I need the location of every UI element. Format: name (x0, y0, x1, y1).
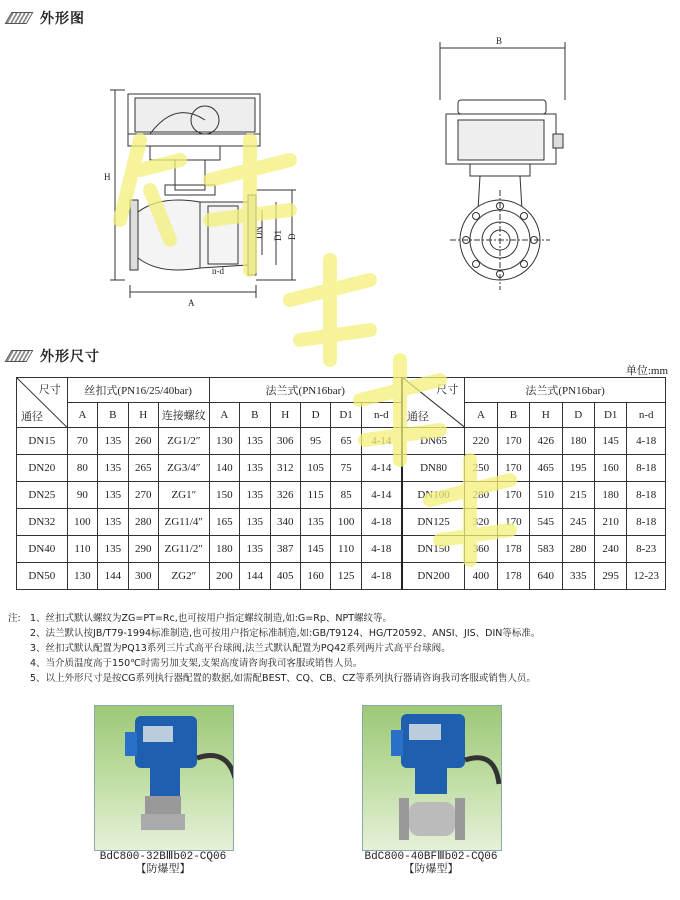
table-cell: 400 (465, 563, 497, 590)
table-cell: 70 (67, 428, 97, 455)
table-cell: 306 (270, 428, 300, 455)
note-text: 4、当介质温度高于150℃时需另加支架,支架高度请咨询我司客服或销售人员。 (30, 658, 363, 669)
table-cell: 95 (300, 428, 330, 455)
table-row (17, 509, 666, 536)
table-cell: 135 (240, 428, 270, 455)
notes-block (8, 611, 540, 686)
column-header: D (300, 403, 330, 428)
notes-prefix: 注: (8, 613, 21, 624)
table-cell: 8-23 (627, 536, 666, 563)
section-title-dimensions (8, 346, 100, 366)
table-cell: 180 (562, 428, 594, 455)
table-cell: 110 (331, 536, 361, 563)
column-header: H (530, 403, 562, 428)
table-cell: 335 (562, 563, 594, 590)
corner-cell-left: 尺寸 通径 (17, 378, 68, 428)
section-title-text: 外形图 (40, 11, 85, 27)
note-text: 1、丝扣式默认螺纹为ZG=PT=Rc,也可按用户指定螺纹制造,如:G=Rp、NPT螺纹等。 (30, 613, 393, 624)
table-cell: 326 (270, 482, 300, 509)
table-cell: 583 (530, 536, 562, 563)
table-cell: 4-14 (361, 455, 402, 482)
table-cell: 135 (98, 455, 128, 482)
table-cell: DN150 (402, 536, 465, 563)
table-cell: DN32 (17, 509, 68, 536)
table-cell: 280 (465, 482, 497, 509)
column-header: D1 (331, 403, 361, 428)
dim-label-b: B (496, 36, 503, 46)
table-cell: DN50 (17, 563, 68, 590)
table-cell: 145 (594, 428, 626, 455)
table-cell: 80 (67, 455, 97, 482)
table-cell: ZG11/4″ (158, 509, 209, 536)
table-cell: 135 (240, 482, 270, 509)
column-header: A (209, 403, 239, 428)
product-caption-2 (331, 851, 531, 877)
table-cell: 135 (98, 536, 128, 563)
table-cell: 265 (128, 455, 158, 482)
table-cell: 12-23 (627, 563, 666, 590)
column-header: n-d (627, 403, 666, 428)
product-model: BdC800-40BFⅢb02-CQ06 (364, 851, 498, 863)
table-cell: 65 (331, 428, 361, 455)
column-header: n-d (361, 403, 402, 428)
table-cell: 170 (497, 428, 529, 455)
table-cell: 210 (594, 509, 626, 536)
group-header-flange-right: 法兰式(PN16bar) (465, 378, 666, 403)
table-row (17, 428, 666, 455)
column-header: H (270, 403, 300, 428)
table-cell: 165 (209, 509, 239, 536)
column-header: A (465, 403, 497, 428)
dim-label-nd: n-d (212, 266, 224, 276)
table-row (17, 536, 666, 563)
table-cell: 270 (128, 482, 158, 509)
column-header: B (98, 403, 128, 428)
table-cell: 180 (209, 536, 239, 563)
table-cell: 340 (270, 509, 300, 536)
table-cell: 105 (300, 455, 330, 482)
table-cell: 280 (128, 509, 158, 536)
table-cell: 510 (530, 482, 562, 509)
table-cell: 640 (530, 563, 562, 590)
unit-label: 单位:mm (625, 365, 668, 377)
table-cell: 135 (240, 455, 270, 482)
table-cell: 135 (300, 509, 330, 536)
product-type: 【防爆型】 (403, 864, 459, 876)
section-title-text: 外形尺寸 (40, 349, 100, 365)
dim-label-a: A (188, 298, 195, 308)
table-cell: 426 (530, 428, 562, 455)
table-cell: 290 (128, 536, 158, 563)
table-row (17, 455, 666, 482)
table-cell: ZG11/2″ (158, 536, 209, 563)
table-cell: DN15 (17, 428, 68, 455)
table-cell: 200 (209, 563, 239, 590)
table-cell: DN25 (17, 482, 68, 509)
table-cell: 250 (465, 455, 497, 482)
note-line (8, 671, 540, 686)
table-cell: 8-18 (627, 455, 666, 482)
table-cell: 144 (98, 563, 128, 590)
table-cell: 4-18 (361, 563, 402, 590)
table-cell: 125 (331, 563, 361, 590)
table-cell: 130 (67, 563, 97, 590)
table-cell: 100 (67, 509, 97, 536)
column-header: B (240, 403, 270, 428)
table-cell: 130 (209, 428, 239, 455)
note-line (8, 656, 540, 671)
note-text: 2、法兰默认按JB/T79-1994标准制造,也可按用户指定标准制造,如:GB/T9124、HG/T20592、ANSI、JIS、DIN等标准。 (30, 628, 541, 639)
table-cell: DN40 (17, 536, 68, 563)
table-cell: 245 (562, 509, 594, 536)
column-header: 连接螺纹 (158, 403, 209, 428)
table-cell: DN65 (402, 428, 465, 455)
product-caption-1 (63, 851, 263, 877)
dim-label-d: D (287, 233, 297, 240)
section-marker-icon (5, 350, 34, 362)
table-cell: 160 (594, 455, 626, 482)
note-line (8, 641, 540, 656)
table-cell: 312 (270, 455, 300, 482)
table-cell: 135 (98, 509, 128, 536)
dimension-table (16, 377, 666, 590)
table-cell: 215 (562, 482, 594, 509)
table-cell: 150 (209, 482, 239, 509)
group-header-flange: 法兰式(PN16bar) (209, 378, 402, 403)
column-header: H (128, 403, 158, 428)
dim-label-dn: DN (254, 226, 264, 239)
dim-label-d1: D1 (273, 230, 283, 241)
product-photo-2 (362, 705, 502, 851)
product-model: BdC800-32BⅢb02-CQ06 (99, 851, 227, 863)
table-header-row (17, 378, 666, 403)
table-cell: 4-14 (361, 428, 402, 455)
note-line (8, 611, 540, 626)
table-cell: 465 (530, 455, 562, 482)
table-cell: 135 (240, 509, 270, 536)
table-cell: 170 (497, 455, 529, 482)
table-cell: 220 (465, 428, 497, 455)
table-cell: 260 (128, 428, 158, 455)
table-cell: ZG3/4″ (158, 455, 209, 482)
table-cell: 135 (240, 536, 270, 563)
table-cell: 195 (562, 455, 594, 482)
table-cell: 170 (497, 482, 529, 509)
table-cell: 360 (465, 536, 497, 563)
table-cell: DN125 (402, 509, 465, 536)
column-header: D1 (594, 403, 626, 428)
column-header-row (17, 403, 666, 428)
outline-drawing (0, 30, 680, 330)
corner-cell-right: 尺寸 通径 (402, 378, 465, 428)
table-cell: 405 (270, 563, 300, 590)
table-cell: 300 (128, 563, 158, 590)
table-cell: 135 (98, 428, 128, 455)
table-cell: 8-18 (627, 482, 666, 509)
table-cell: ZG2″ (158, 563, 209, 590)
section-title-outline (8, 8, 85, 28)
column-header: B (497, 403, 529, 428)
group-header-thread: 丝扣式(PN16/25/40bar) (67, 378, 209, 403)
table-cell: 4-18 (361, 509, 402, 536)
table-cell: DN80 (402, 455, 465, 482)
table-cell: 145 (300, 536, 330, 563)
table-cell: 85 (331, 482, 361, 509)
table-cell: 75 (331, 455, 361, 482)
table-cell: 280 (562, 536, 594, 563)
table-cell: 180 (594, 482, 626, 509)
note-text: 3、丝扣式默认配置为PQ13系列三片式高平台球阀,法兰式默认配置为PQ42系列两片式高平台球阀。 (30, 643, 451, 654)
table-cell: 387 (270, 536, 300, 563)
table-cell: 115 (300, 482, 330, 509)
table-cell: 4-18 (627, 428, 666, 455)
product-photo-1 (94, 705, 234, 851)
note-text: 5、以上外形尺寸是按CG系列执行器配置的数据,如需配BEST、CQ、CB、CZ等系列执行器请咨询我司客服或销售人员。 (30, 673, 536, 684)
table-cell: ZG1″ (158, 482, 209, 509)
column-header: D (562, 403, 594, 428)
table-cell: 144 (240, 563, 270, 590)
table-cell: 100 (331, 509, 361, 536)
note-line (8, 626, 540, 641)
table-row (17, 563, 666, 590)
table-cell: 4-14 (361, 482, 402, 509)
table-cell: 135 (98, 482, 128, 509)
table-cell: 178 (497, 563, 529, 590)
product-type: 【防爆型】 (135, 864, 191, 876)
table-cell: 90 (67, 482, 97, 509)
dim-label-h: H (104, 172, 111, 182)
table-cell: 320 (465, 509, 497, 536)
table-cell: 545 (530, 509, 562, 536)
table-cell: 4-18 (361, 536, 402, 563)
column-header: A (67, 403, 97, 428)
table-cell: DN100 (402, 482, 465, 509)
table-cell: 110 (67, 536, 97, 563)
table-cell: 178 (497, 536, 529, 563)
table-cell: 170 (497, 509, 529, 536)
table-cell: DN20 (17, 455, 68, 482)
table-row (17, 482, 666, 509)
table-cell: 8-18 (627, 509, 666, 536)
table-cell: 240 (594, 536, 626, 563)
table-cell: 140 (209, 455, 239, 482)
table-cell: 160 (300, 563, 330, 590)
section-marker-icon (5, 12, 34, 24)
table-cell: 295 (594, 563, 626, 590)
table-cell: ZG1/2″ (158, 428, 209, 455)
table-cell: DN200 (402, 563, 465, 590)
